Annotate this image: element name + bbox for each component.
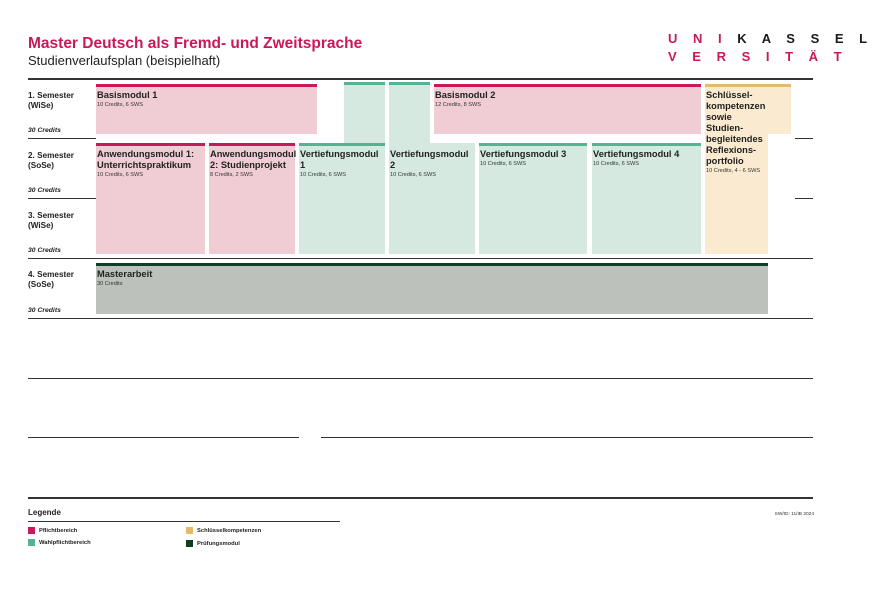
module-vertiefung-4: Vertiefungsmodul 4 10 Credits, 6 SWS	[592, 146, 701, 254]
legend-item-schluessel: Schlüsselkompetenzen	[186, 527, 261, 534]
row-divider	[795, 138, 813, 139]
row-divider	[28, 318, 813, 319]
semester-2-label: 2. Semester (SoSe)	[28, 151, 74, 170]
logo-versitaet: V E R S I T Ä T	[668, 49, 848, 64]
header-rule	[28, 78, 813, 80]
module-vertiefung-2: Vertiefungsmodul 2 10 Credits, 6 SWS	[389, 143, 475, 254]
row-divider	[28, 258, 813, 259]
row-divider	[321, 437, 813, 438]
legend-swatch	[28, 527, 35, 534]
semester-3-label: 3. Semester (WiSe)	[28, 211, 74, 230]
page-subtitle: Studienverlaufsplan (beispielhaft)	[28, 53, 221, 68]
legend-item-wahlpflicht: Wahlpflichtbereich	[28, 539, 91, 546]
row-divider	[28, 138, 96, 139]
module-vertiefung-1: Vertiefungsmodul 1 10 Credits, 6 SWS	[299, 146, 385, 254]
vert1-top-block	[344, 85, 385, 145]
legend-item-pruefung: Prüfungsmodul	[186, 540, 240, 547]
row-divider	[28, 378, 813, 379]
document-code: SW/ID: 11/IB 2024	[774, 512, 814, 517]
semester-4-credits: 30 Credits	[28, 307, 61, 314]
logo-kassel: K A S S E L	[737, 31, 873, 46]
logo-uni: U N I	[668, 31, 728, 46]
vert2-top-block	[389, 85, 430, 145]
module-anwendung-1: Anwendungsmodul 1: Unterrichtspraktikum 10 Credits, 6 SWS	[96, 146, 205, 254]
semester-1-label: 1. Semester (WiSe)	[28, 91, 74, 110]
university-logo-row2	[668, 49, 848, 64]
legend-rule	[28, 497, 813, 499]
row-divider	[28, 198, 96, 199]
row-divider	[28, 437, 299, 438]
row-divider	[795, 198, 813, 199]
semester-3-credits: 30 Credits	[28, 247, 61, 254]
legend-item-pflicht: Pflichtbereich	[28, 527, 77, 534]
legend-underline	[28, 521, 340, 522]
legend-title: Legende	[28, 508, 61, 517]
module-basis-1: Basismodul 1 10 Credits, 6 SWS	[96, 87, 317, 134]
module-anwendung-2: Anwendungsmodul 2: Studienprojekt 8 Credits, 2 SWS	[209, 146, 295, 254]
legend-swatch	[186, 527, 193, 534]
module-masterarbeit: Masterarbeit 30 Credits	[96, 266, 768, 314]
module-basis-2: Basismodul 2 12 Credits, 8 SWS	[434, 87, 701, 134]
page-title: Master Deutsch als Fremd- und Zweitsprache	[28, 35, 363, 52]
university-logo	[668, 31, 873, 46]
legend-swatch	[28, 539, 35, 546]
semester-2-credits: 30 Credits	[28, 187, 61, 194]
semester-4-label: 4. Semester (SoSe)	[28, 270, 74, 289]
legend-swatch	[186, 540, 193, 547]
semester-1-credits: 30 Credits	[28, 127, 61, 134]
module-schluesselkompetenzen: Schlüssel-kompetenzen sowie Studien-begleitendes Reflexions-portfolio 10 Credits, 4 - 6 SWS	[705, 87, 768, 254]
module-vertiefung-3: Vertiefungsmodul 3 10 Credits, 6 SWS	[479, 146, 587, 254]
